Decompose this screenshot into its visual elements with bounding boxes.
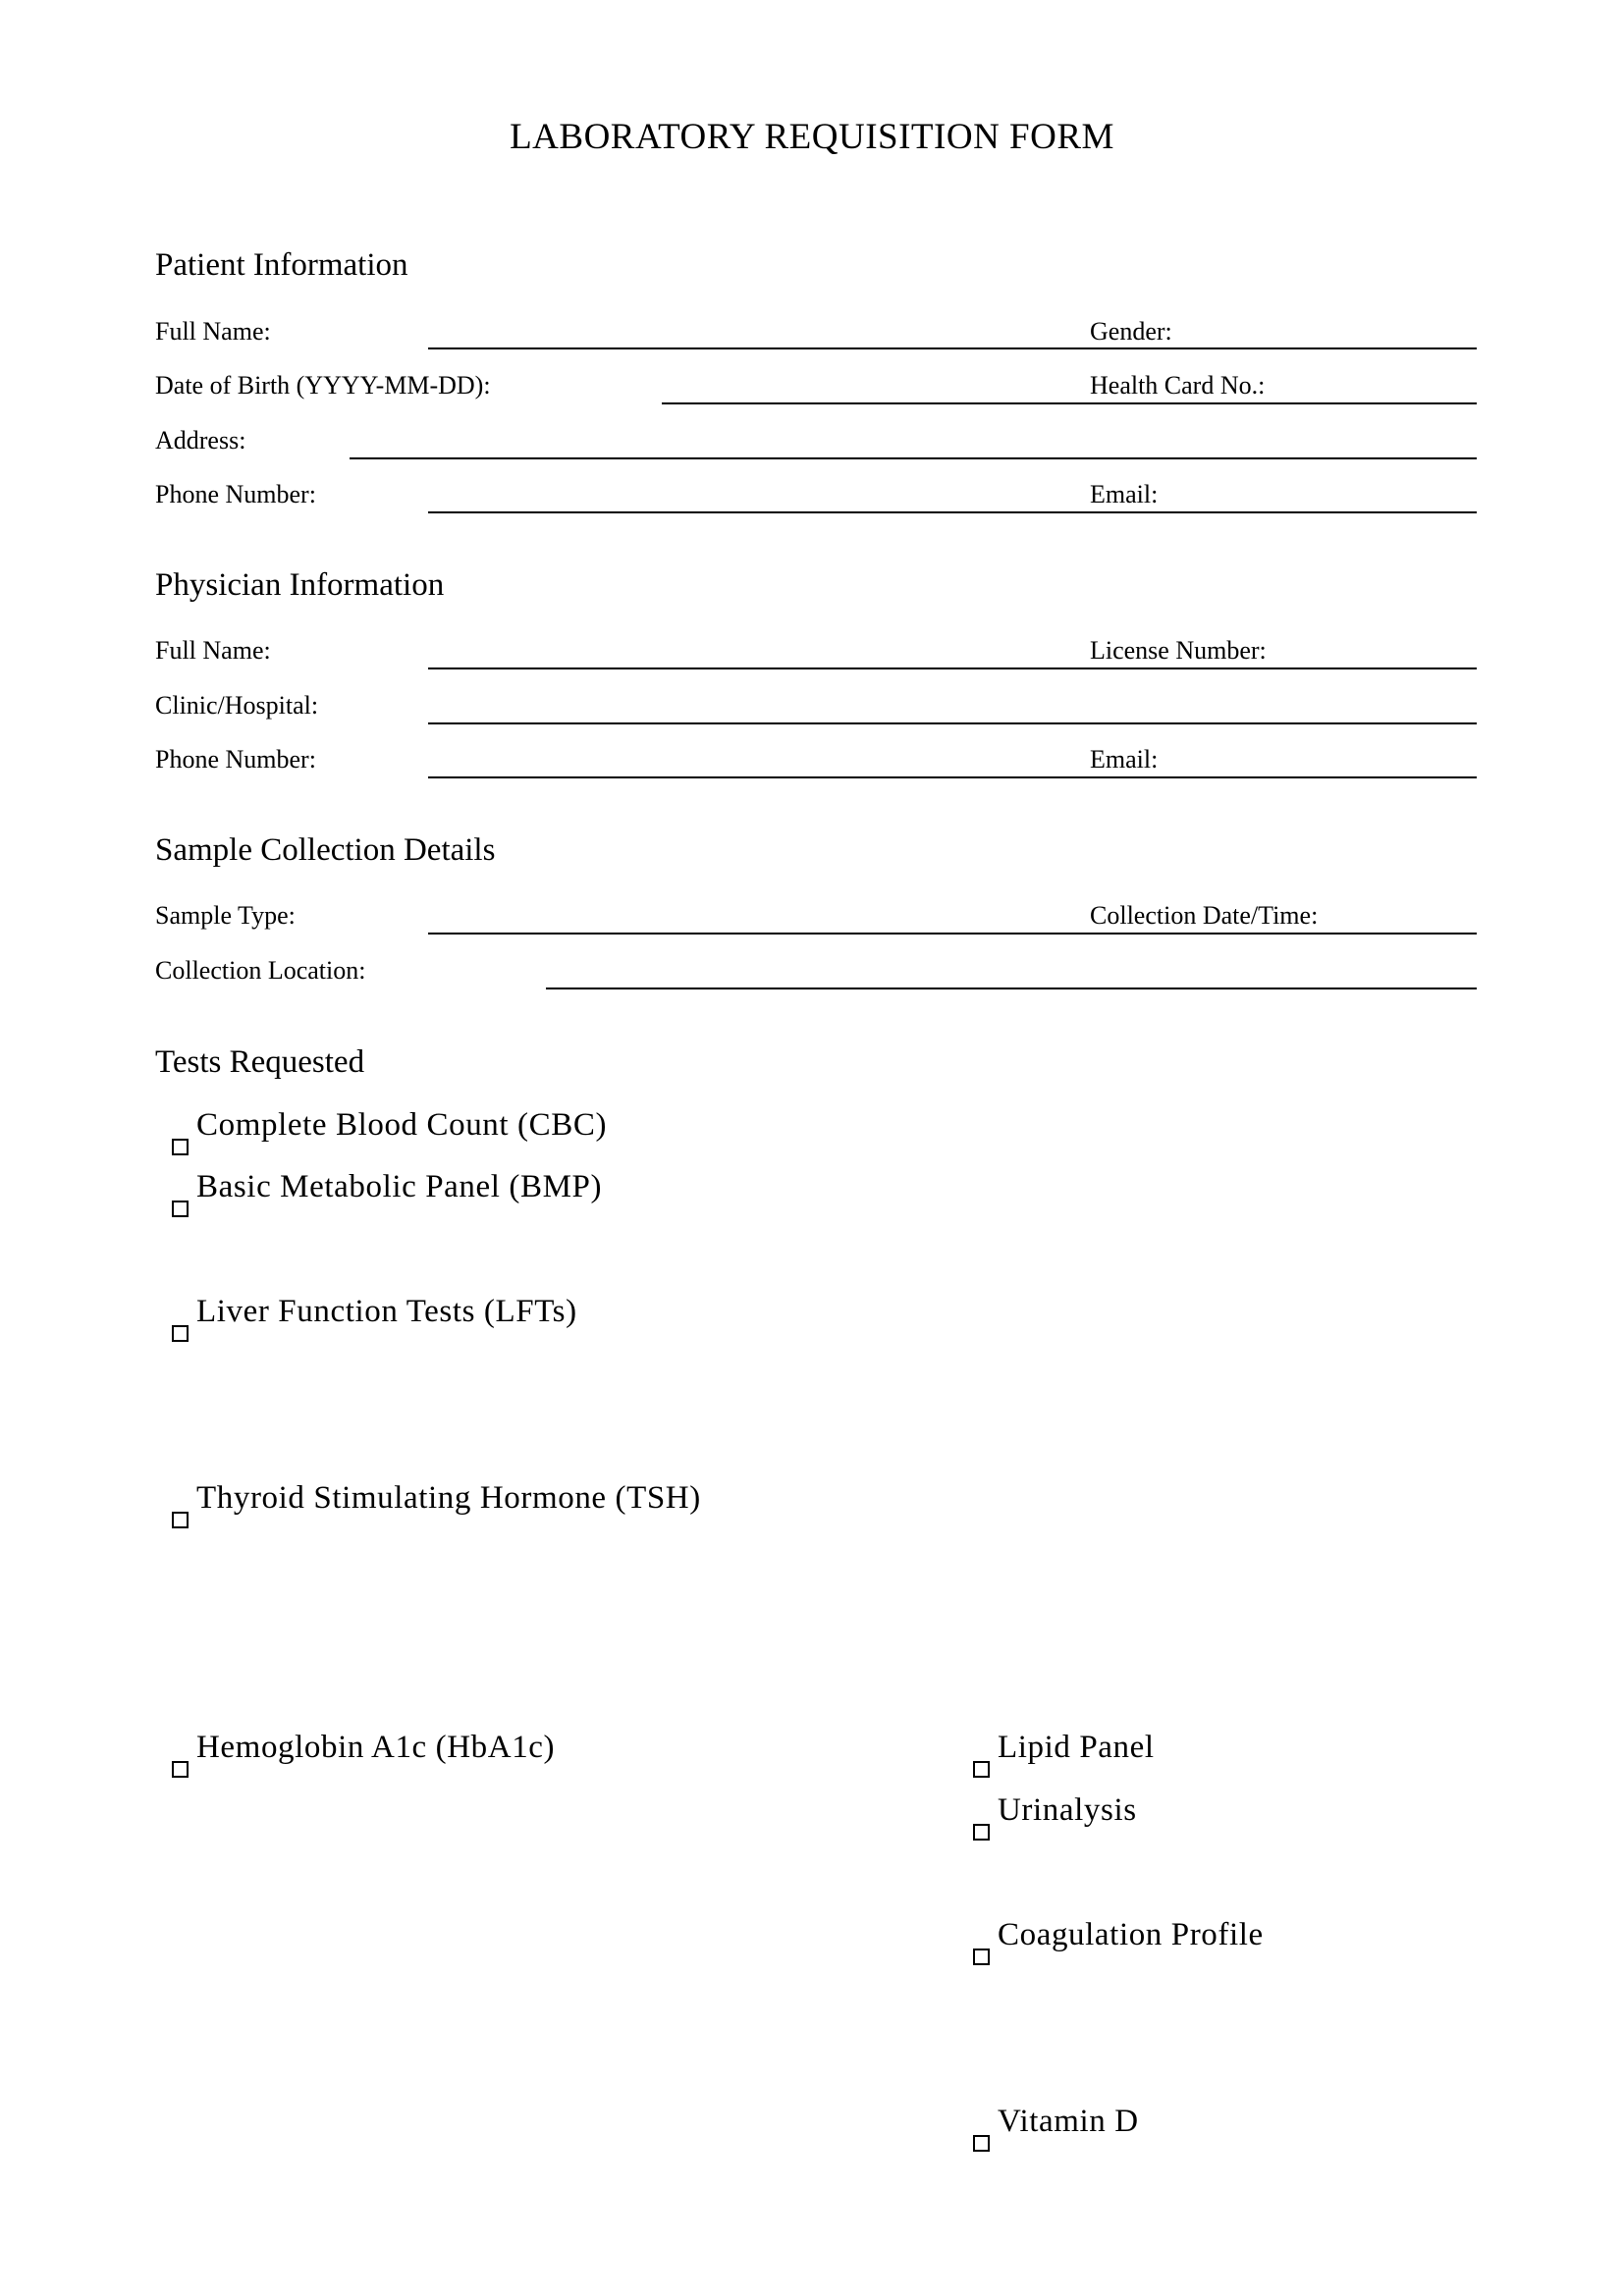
- checkbox-icon[interactable]: [172, 1512, 189, 1528]
- patient-email-label: Email:: [1090, 480, 1159, 508]
- patient-section-heading: Patient Information: [155, 247, 408, 283]
- patient-address-label: Address:: [155, 426, 246, 454]
- physician-full-name-label: Full Name:: [155, 636, 271, 665]
- physician-section-heading: Physician Information: [155, 567, 445, 603]
- test-label: Liver Function Tests (LFTs): [196, 1294, 577, 1329]
- patient-phone-label: Phone Number:: [155, 480, 316, 508]
- test-label: Urinalysis: [998, 1792, 1137, 1828]
- collection-location-field[interactable]: [546, 988, 1477, 989]
- patient-address-field[interactable]: [350, 457, 1477, 459]
- patient-dob-field[interactable]: [662, 402, 1477, 404]
- collection-datetime-label: Collection Date/Time:: [1090, 901, 1319, 930]
- sample-type-label: Sample Type:: [155, 901, 296, 930]
- checkbox-icon[interactable]: [172, 1325, 189, 1342]
- physician-clinic-label: Clinic/Hospital:: [155, 691, 319, 720]
- physician-phone-label: Phone Number:: [155, 745, 316, 774]
- tests-section-heading: Tests Requested: [155, 1044, 365, 1080]
- patient-phone-field[interactable]: [428, 511, 1477, 513]
- physician-email-label: Email:: [1090, 745, 1159, 774]
- physician-clinic-field[interactable]: [428, 722, 1477, 724]
- patient-full-name-label: Full Name:: [155, 317, 271, 346]
- test-label: Basic Metabolic Panel (BMP): [196, 1169, 603, 1204]
- physician-full-name-field[interactable]: [428, 667, 1477, 669]
- physician-phone-field[interactable]: [428, 776, 1477, 778]
- test-label: Hemoglobin A1c (HbA1c): [196, 1730, 556, 1765]
- checkbox-icon[interactable]: [973, 1949, 990, 1965]
- patient-dob-label: Date of Birth (YYYY-MM-DD):: [155, 371, 491, 400]
- checkbox-icon[interactable]: [973, 2135, 990, 2152]
- checkbox-icon[interactable]: [172, 1139, 189, 1155]
- collection-location-label: Collection Location:: [155, 956, 366, 985]
- test-label: Vitamin D: [998, 2104, 1139, 2139]
- sample-section-heading: Sample Collection Details: [155, 832, 496, 868]
- sample-type-field[interactable]: [428, 933, 1477, 934]
- patient-health-card-label: Health Card No.:: [1090, 371, 1266, 400]
- checkbox-icon[interactable]: [973, 1824, 990, 1841]
- patient-gender-label: Gender:: [1090, 317, 1172, 346]
- physician-license-label: License Number:: [1090, 636, 1267, 665]
- form-title: LABORATORY REQUISITION FORM: [510, 117, 1114, 157]
- test-label: Lipid Panel: [998, 1730, 1155, 1765]
- test-label: Coagulation Profile: [998, 1917, 1264, 1952]
- test-label: Complete Blood Count (CBC): [196, 1107, 608, 1143]
- test-label: Thyroid Stimulating Hormone (TSH): [196, 1480, 701, 1516]
- checkbox-icon[interactable]: [172, 1761, 189, 1778]
- checkbox-icon[interactable]: [172, 1201, 189, 1217]
- checkbox-icon[interactable]: [973, 1761, 990, 1778]
- patient-full-name-field[interactable]: [428, 347, 1477, 349]
